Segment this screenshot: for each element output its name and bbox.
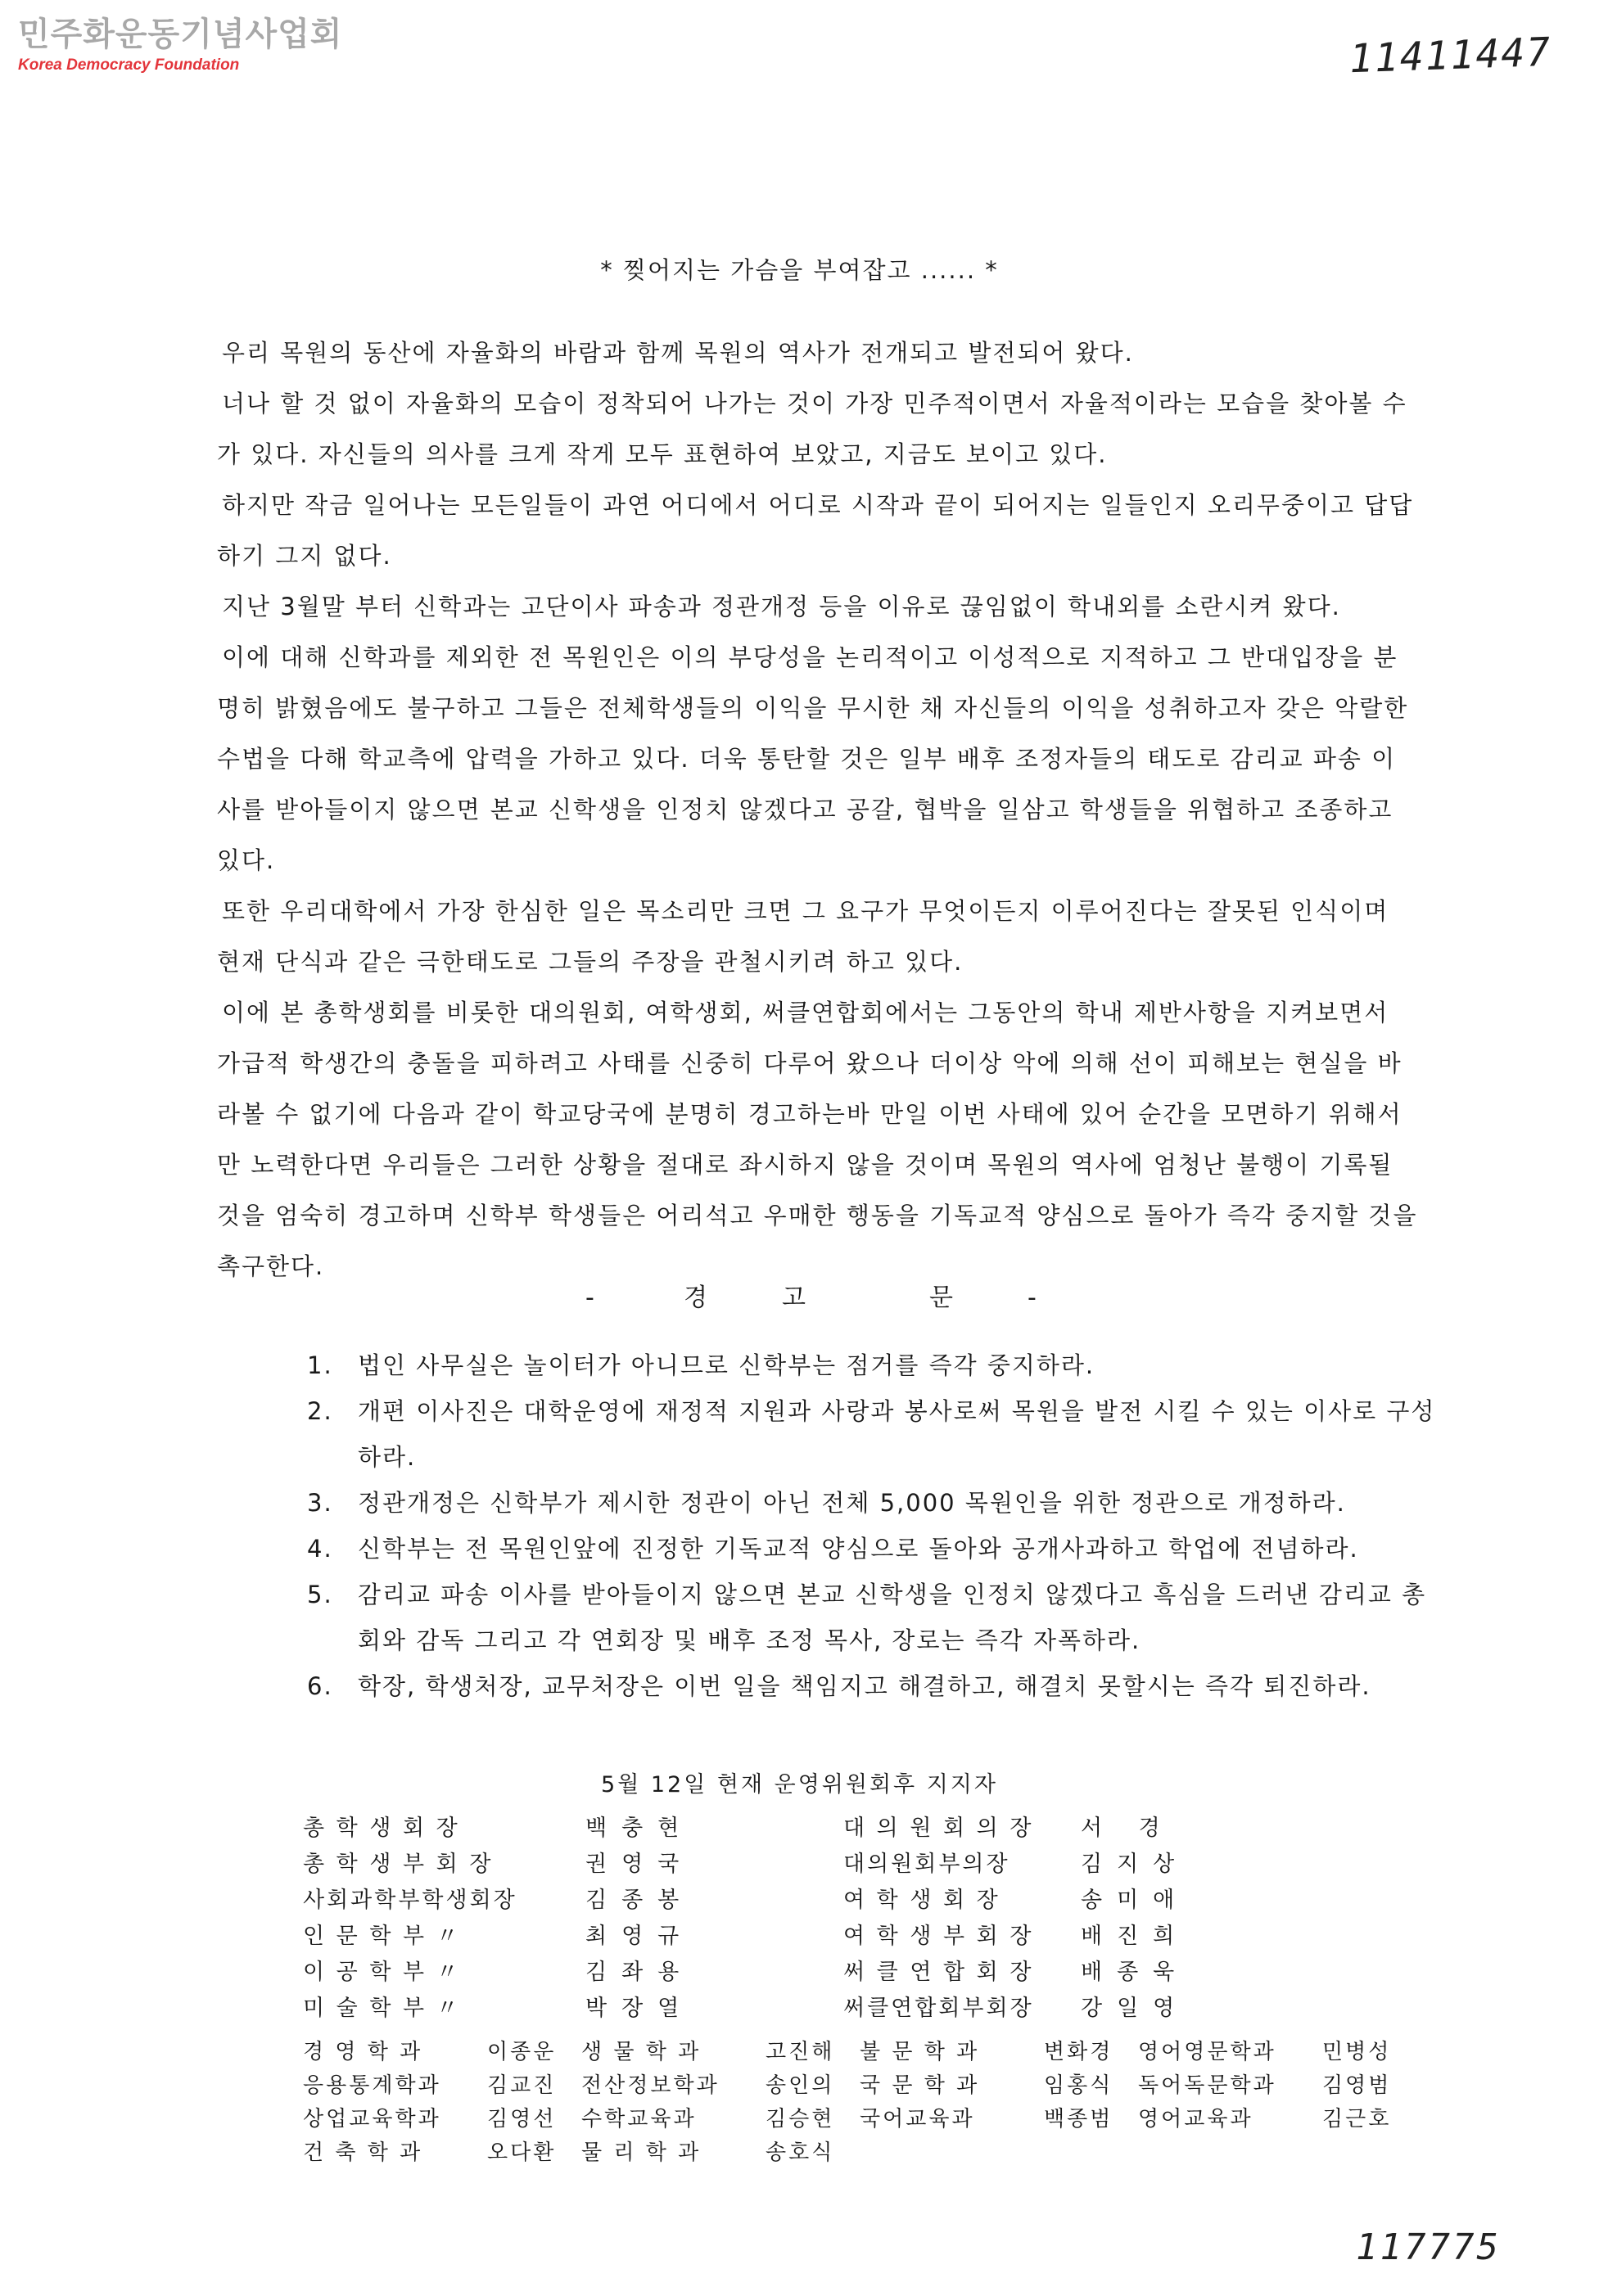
supporter-name: 오다환 xyxy=(487,2140,557,2165)
item-text: 감리교 파송 이사를 받아들이지 않으면 본교 신학생을 인정치 않겠다고 흑심을 드러낸 감리교 총회와 감독 그리고 각 연회장 및 배후 조정 목사, 장로는 즉각 자폭하라. xyxy=(358,1581,1427,1654)
supporter-name: 김근호 xyxy=(1322,2107,1392,2131)
officer-name: 송미애 xyxy=(1081,1888,1190,1913)
officer-name: 김종봉 xyxy=(585,1888,694,1913)
item-number: 5. xyxy=(307,1581,333,1608)
paragraph: 이에 본 총학생회를 비롯한 대의원회, 여학생회, 써클연합회에서는 그동안의 학내 제반사항을 지켜보면서 가급적 학생간의 충돌을 피하려고 사태를 신중히 다루어 왔으나 더이상 악에 의해 선이 피해보는 현실을 바라볼 수 없기에 다음과 같이 학교당국에 분명히 경고하는바 만일 이번 사태에 있어 순간을 모면하기 위해서만 노력한다면 우리들은 그러한 상황을 절대로 좌시하지 않을 것이며 목원의 역사에 엄청난 불행이 기록될 것을 엄숙히 경고하며 신학부 학생들은 어리석고 우매한 행동을 기독교적 양심으로 돌아가 즉각 중지할 것을 촉구한다. xyxy=(217,999,1418,1280)
body-text xyxy=(217,327,1421,1292)
officer-row xyxy=(843,1847,1228,1883)
department-row xyxy=(303,2069,1416,2103)
officer-role: 대 의 원 회 의 장 xyxy=(843,1816,1034,1841)
officer-role: 총 학 생 회 장 xyxy=(303,1816,460,1841)
item-text: 정관개정은 신학부가 제시한 정관이 아닌 전체 5,000 목원인을 위한 정관으로 개정하라. xyxy=(358,1489,1346,1517)
supporter-name: 송호식 xyxy=(766,2140,835,2165)
department-row xyxy=(303,2036,1416,2069)
supporter-name: 임홍식 xyxy=(1044,2073,1113,2098)
department-name: 영어교육과 xyxy=(1138,2107,1253,2131)
officer-row xyxy=(843,1991,1228,2027)
officer-name: 백충현 xyxy=(585,1816,694,1841)
officer-name: 김좌용 xyxy=(585,1960,694,1985)
department-supporters xyxy=(303,2036,1416,2170)
supporter-name: 김영범 xyxy=(1322,2073,1392,2098)
officer-row xyxy=(843,1811,1228,1847)
logo-korean: 민주화운동기념사업회 xyxy=(18,16,343,53)
officer-row xyxy=(303,1847,733,1883)
officer-role: 미 술 학 부 〃 xyxy=(303,1996,461,2021)
supporter-name: 김영선 xyxy=(487,2107,557,2131)
officer-name: 권영국 xyxy=(585,1852,694,1877)
dash: - xyxy=(1028,1283,1037,1312)
officer-role: 여 학 생 회 장 xyxy=(843,1888,1001,1913)
date-line: 5월 12일 현재 운영위원회후 지지자 xyxy=(601,1772,998,1798)
officer-role: 인 문 학 부 〃 xyxy=(303,1924,461,1949)
supporter-name: 백종범 xyxy=(1044,2107,1113,2131)
warning-heading xyxy=(585,1277,1037,1313)
list-item xyxy=(307,1480,1437,1526)
officer-row xyxy=(843,1955,1228,1991)
list-item xyxy=(307,1526,1437,1572)
supporter-name: 송인의 xyxy=(766,2073,835,2098)
officer-row xyxy=(303,1811,733,1847)
officers-left xyxy=(303,1811,733,2027)
supporter-name: 민병성 xyxy=(1322,2040,1392,2064)
department-name: 수학교육과 xyxy=(581,2107,697,2131)
warning-list xyxy=(307,1342,1437,1709)
supporter-name: 고진해 xyxy=(766,2040,835,2064)
officers-right xyxy=(843,1811,1228,2027)
department-name: 전산정보학과 xyxy=(581,2073,720,2098)
officer-name: 김지상 xyxy=(1081,1852,1190,1877)
department-name: 생 물 학 과 xyxy=(581,2040,702,2064)
officer-row xyxy=(303,1991,733,2027)
officer-role: 써 클 연 합 회 장 xyxy=(843,1960,1034,1985)
list-item xyxy=(307,1663,1437,1709)
list-item xyxy=(307,1388,1437,1480)
archive-number-top: 11411447 xyxy=(1348,29,1552,83)
department-name: 불 문 학 과 xyxy=(860,2040,980,2064)
officer-role: 이 공 학 부 〃 xyxy=(303,1960,461,1985)
warning-char: 경 xyxy=(684,1283,707,1312)
supporter-name: 이종운 xyxy=(487,2040,557,2064)
warning-char: 고 xyxy=(782,1283,806,1312)
supporter-name: 김승현 xyxy=(766,2107,835,2131)
item-number: 3. xyxy=(307,1489,333,1517)
item-text: 개편 이사진은 대학운영에 재정적 지원과 사랑과 봉사로써 목원을 발전 시킬 수 있는 이사로 구성하라. xyxy=(358,1397,1436,1471)
supporter-name: 김교진 xyxy=(487,2073,557,2098)
officer-row xyxy=(303,1955,733,1991)
department-name: 국어교육과 xyxy=(860,2107,975,2131)
officer-name: 서 경 xyxy=(1081,1816,1175,1841)
department-name: 영어영문학과 xyxy=(1138,2040,1276,2064)
department-name: 응용통계학과 xyxy=(303,2073,441,2098)
dash: - xyxy=(585,1283,594,1312)
item-text: 법인 사무실은 놀이터가 아니므로 신학부는 점거를 즉각 중지하라. xyxy=(358,1351,1095,1379)
department-name: 국 문 학 과 xyxy=(860,2073,980,2098)
paragraph: 하지만 작금 일어나는 모든일들이 과연 어디에서 어디로 시작과 끝이 되어지는 일들인지 오리무중이고 답답하기 그지 없다. xyxy=(217,491,1414,570)
logo-english: Korea Democracy Foundation xyxy=(18,56,240,74)
officer-name: 배종욱 xyxy=(1081,1960,1190,1985)
item-text: 학장, 학생처장, 교무처장은 이번 일을 책임지고 해결하고, 해결치 못할시는 즉각 퇴진하라. xyxy=(358,1672,1371,1700)
officer-row xyxy=(843,1883,1228,1919)
officer-name: 배진희 xyxy=(1081,1924,1190,1949)
archive-number-bottom: 117775 xyxy=(1356,2226,1501,2268)
paragraph: 우리 목원의 동산에 자율화의 바람과 함께 목원의 역사가 전개되고 발전되어 왔다. xyxy=(222,339,1134,367)
officer-role: 써클연합회부회장 xyxy=(843,1996,1034,2021)
department-row xyxy=(303,2136,1416,2170)
paragraph: 또한 우리대학에서 가장 한심한 일은 목소리만 크면 그 요구가 무엇이든지 이루어진다는 잘못된 인식이며 현재 단식과 같은 극한태도로 그들의 주장을 관철시키려 하고 있다. xyxy=(217,897,1389,976)
department-name: 건 축 학 과 xyxy=(303,2140,423,2165)
officer-name: 강일영 xyxy=(1081,1996,1190,2021)
item-number: 1. xyxy=(307,1351,333,1379)
department-name: 독어독문학과 xyxy=(1138,2073,1276,2098)
officer-name: 최영규 xyxy=(585,1924,694,1949)
item-text: 신학부는 전 목원인앞에 진정한 기독교적 양심으로 돌아와 공개사과하고 학업에 전념하라. xyxy=(358,1535,1359,1563)
paragraph: 지난 3월말 부터 신학과는 고단이사 파송과 정관개정 등을 이유로 끊임없이 학내외를 소란시켜 왔다. xyxy=(222,593,1341,620)
officer-role: 대의원회부의장 xyxy=(843,1852,1010,1877)
supporter-name: 변화경 xyxy=(1044,2040,1113,2064)
department-name: 경 영 학 과 xyxy=(303,2040,423,2064)
officer-row xyxy=(303,1883,733,1919)
list-item xyxy=(307,1342,1437,1388)
paragraph: 너나 할 것 없이 자율화의 모습이 정착되어 나가는 것이 가장 민주적이면서 자율적이라는 모습을 찾아볼 수가 있다. 자신들의 의사를 크게 작게 모두 표현하여 보았고, 지금도 보이고 있다. xyxy=(217,390,1407,468)
department-name: 물 리 학 과 xyxy=(581,2140,702,2165)
officer-role: 총 학 생 부 회 장 xyxy=(303,1852,494,1877)
department-name: 상업교육학과 xyxy=(303,2107,441,2131)
officer-row xyxy=(843,1919,1228,1955)
item-number: 4. xyxy=(307,1535,333,1563)
document-title: * 찢어지는 가슴을 부여잡고 ...... * xyxy=(600,256,999,284)
item-number: 6. xyxy=(307,1672,333,1700)
foundation-logo xyxy=(18,16,342,75)
warning-char: 문 xyxy=(929,1283,953,1312)
paragraph: 이에 대해 신학과를 제외한 전 목원인은 이의 부당성을 논리적이고 이성적으로 지적하고 그 반대입장을 분명히 밝혔음에도 불구하고 그들은 전체학생들의 이익을 무시한 채 자신들의 이익을 성취하고자 갖은 악랄한 수법을 다해 학교측에 압력을 가하고 있다. 더욱 통탄할 것은 일부 배후 조정자들의 태도로 감리교 파송 이사를 받아들이지 않으면 본교 신학생을 인정치 않겠다고 공갈, 협박을 일삼고 학생들을 위협하고 조종하고 있다. xyxy=(217,643,1409,874)
officer-role: 사회과학부학생회장 xyxy=(303,1888,517,1913)
officer-role: 여 학 생 부 회 장 xyxy=(843,1924,1034,1949)
officer-name: 박장열 xyxy=(585,1996,694,2021)
list-item xyxy=(307,1572,1437,1663)
department-row xyxy=(303,2103,1416,2136)
item-number: 2. xyxy=(307,1397,333,1425)
officer-row xyxy=(303,1919,733,1955)
